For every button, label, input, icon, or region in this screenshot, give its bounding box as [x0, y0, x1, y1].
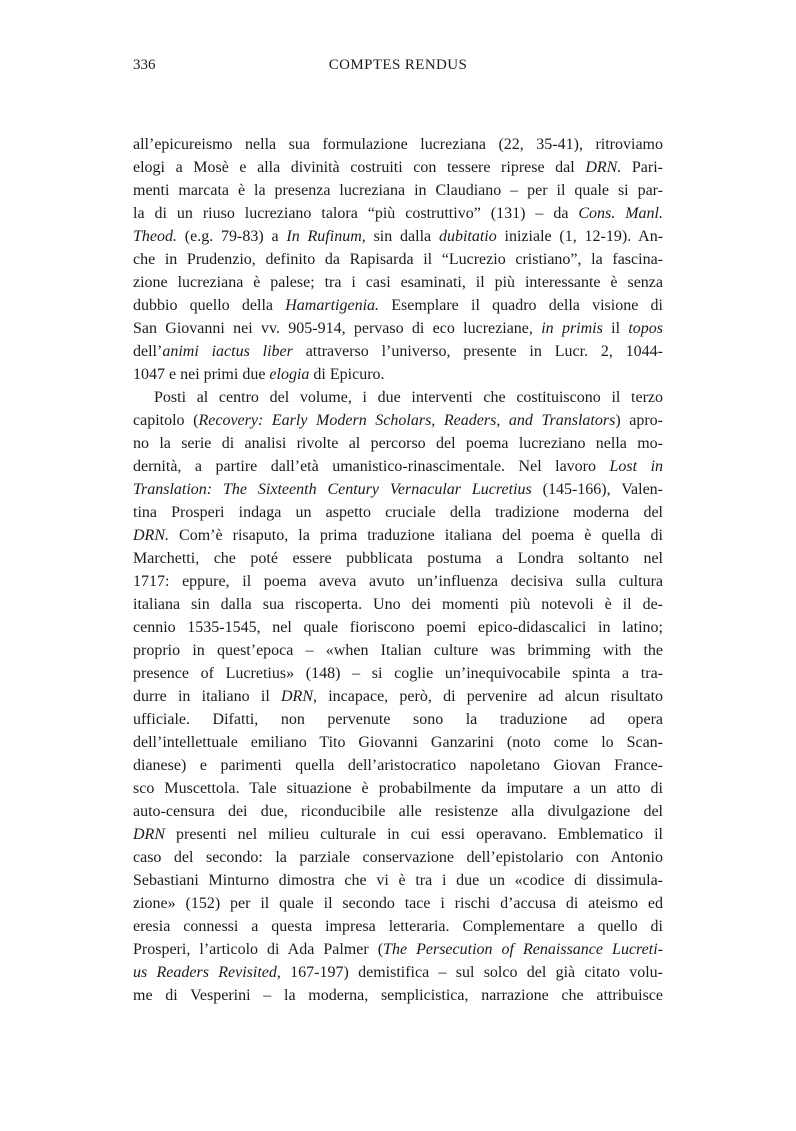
text-line	[133, 662, 663, 685]
text-segment: presenti nel milieu culturale in cui essi operavano. Emblematico il	[165, 826, 663, 843]
italic-text: Cons. Manl.	[578, 205, 663, 222]
text-line	[133, 432, 663, 455]
italic-text: DRN	[281, 688, 313, 705]
text-line	[133, 984, 663, 1007]
text-segment: Sebastiani Minturno dimostra che vi è tra i due un «codice di dissimula-	[133, 872, 663, 889]
text-segment: zione lucreziana è palese; tra i casi esaminati, il più interessante è senza	[133, 274, 663, 291]
text-line	[133, 363, 663, 386]
text-line	[133, 961, 663, 984]
italic-text: us Readers Revisited	[133, 964, 277, 981]
text-segment: proprio in quest’epoca – «when Italian culture was brimming with the	[133, 642, 663, 659]
italic-text: animi iactus liber	[162, 343, 293, 360]
running-head	[133, 55, 663, 75]
text-segment: 1717: eppure, il poema aveva avuto un’influenza decisiva sulla cultura	[133, 573, 663, 590]
text-segment: dubbio quello della	[133, 297, 286, 314]
text-segment: dernità, a partire dall’età umanistico-rinascimentale. Nel lavoro	[133, 458, 610, 475]
text-segment: , sin dalla	[361, 228, 439, 245]
italic-text: topos	[628, 320, 664, 337]
text-line	[133, 271, 663, 294]
text-segment: menti marcata è la presenza lucreziana in Claudiano – per il quale si par-	[133, 182, 663, 199]
italic-text: DRN	[133, 826, 165, 843]
text-segment: tina Prosperi indaga un aspetto cruciale della tradizione moderna del	[133, 504, 663, 521]
page-number: 336	[133, 57, 156, 73]
text-segment: cennio 1535-1545, nel quale fioriscono poemi epico-didascalici in latino;	[133, 619, 663, 636]
text-segment: (145-166), Valen-	[531, 481, 663, 498]
text-segment: no la serie di analisi rivolte al percorso del poema lucreziano nella mo-	[133, 435, 663, 452]
text-segment: me di Vesperini – la moderna, semplicistica, narrazione che attribuisce	[133, 987, 663, 1004]
italic-text: In Rufinum	[286, 228, 362, 245]
text-segment: ) apro-	[615, 412, 663, 429]
text-segment: all’epicureismo nella sua formulazione lucreziana (22, 35-41), ritroviamo	[133, 136, 663, 153]
text-line	[133, 524, 663, 547]
text-line	[133, 478, 663, 501]
text-line	[133, 708, 663, 731]
text-segment: 1047 e nei primi due	[133, 366, 270, 383]
text-line	[133, 639, 663, 662]
italic-text: in primis	[541, 320, 603, 337]
text-line	[133, 455, 663, 478]
text-segment: sco Muscettola. Tale situazione è probabilmente da imputare a un atto di	[133, 780, 663, 797]
italic-text: DRN.	[585, 159, 622, 176]
text-line	[133, 593, 663, 616]
paragraph	[133, 133, 663, 386]
text-line	[133, 248, 663, 271]
text-line	[133, 869, 663, 892]
text-segment: di Epicuro.	[309, 366, 385, 383]
text-segment: dell’intellettuale emiliano Tito Giovanni Ganzarini (noto come lo Scan-	[133, 734, 663, 751]
text-segment: che in Prudenzio, definito da Rapisarda il “Lucrezio cristiano”, la fascina-	[133, 251, 663, 268]
text-line	[133, 800, 663, 823]
text-line	[133, 754, 663, 777]
text-segment: auto-censura dei due, riconducibile alle resistenze alla divulgazione del	[133, 803, 663, 820]
italic-text: Translation: The Sixteenth Century Vernacular Lucretius	[133, 481, 532, 498]
text-segment: Prosperi, l’articolo di Ada Palmer (	[133, 941, 384, 958]
text-line	[133, 915, 663, 938]
text-segment: ufficiale. Difatti, non pervenute sono la traduzione ad opera	[133, 711, 663, 728]
text-segment: italiana sin dalla sua riscoperta. Uno dei momenti più notevoli è il de-	[133, 596, 663, 613]
text-line	[133, 179, 663, 202]
text-line	[133, 409, 663, 432]
text-segment: , 167-197) demistifica – sul solco del già citato volu-	[276, 964, 664, 981]
text-line	[133, 225, 663, 248]
text-line	[133, 616, 663, 639]
text-line	[133, 202, 663, 225]
text-segment: caso del secondo: la parziale conservazione dell’epistolario con Antonio	[133, 849, 663, 866]
text-line	[133, 570, 663, 593]
text-segment: presence of Lucretius» (148) – si coglie un’inequivocabile spinta a tra-	[133, 665, 663, 682]
text-line	[133, 823, 663, 846]
text-line	[133, 156, 663, 179]
italic-text: Theod.	[133, 228, 177, 245]
text-line	[133, 777, 663, 800]
italic-text: Recovery: Early Modern Scholars, Readers, and Translators	[198, 412, 616, 429]
text-segment: dell’	[133, 343, 163, 360]
text-segment: durre in italiano il	[133, 688, 281, 705]
text-segment: capitolo (	[133, 412, 199, 429]
text-line	[133, 294, 663, 317]
italic-text: Hamartigenia.	[285, 297, 380, 314]
text-line	[133, 386, 663, 409]
text-line	[133, 317, 663, 340]
text-line	[133, 133, 663, 156]
text-segment: Marchetti, che poté essere pubblicata postuma a Londra soltanto nel	[133, 550, 663, 567]
text-line	[133, 731, 663, 754]
text-segment: dianese) e parimenti quella dell’aristocratico napoletano Giovan France-	[133, 757, 663, 774]
italic-text: Lost in	[609, 458, 664, 475]
text-segment: elogi a Mosè e alla divinità costruiti con tessere riprese dal	[133, 159, 586, 176]
text-segment: (e.g. 79-83) a	[177, 228, 287, 245]
text-segment: , incapace, però, di pervenire ad alcun risultato	[313, 688, 664, 705]
text-segment: Posti al centro del volume, i due interventi che costituiscono il terzo	[154, 389, 663, 406]
text-line	[133, 501, 663, 524]
text-segment: zione» (152) per il quale il secondo tace i rischi d’accusa di ateismo ed	[133, 895, 663, 912]
italic-text: elogia	[269, 366, 310, 383]
text-segment: Esemplare il quadro della visione di	[379, 297, 664, 314]
text-segment: Com’è risaputo, la prima traduzione italiana del poema è quella di	[169, 527, 663, 544]
text-line	[133, 340, 663, 363]
italic-text: The Persecution of Renaissance Lucreti-	[383, 941, 664, 958]
text-segment: eresia connessi a questa impresa letteraria. Complementare a quello di	[133, 918, 663, 935]
text-line	[133, 547, 663, 570]
text-line	[133, 685, 663, 708]
text-segment: il	[602, 320, 629, 337]
running-title: COMPTES RENDUS	[328, 57, 468, 73]
text-segment: San Giovanni nei vv. 905-914, pervaso di eco lucreziane,	[133, 320, 542, 337]
text-block	[133, 133, 663, 1007]
text-line	[133, 846, 663, 869]
paragraph	[133, 386, 663, 1007]
italic-text: DRN.	[133, 527, 169, 544]
italic-text: dubitatio	[438, 228, 497, 245]
text-segment: Pari-	[621, 159, 663, 176]
text-segment: iniziale (1, 12-19). An-	[496, 228, 664, 245]
text-segment: attraverso l’universo, presente in Lucr. 2, 1044-	[292, 343, 663, 360]
text-line	[133, 938, 663, 961]
text-segment: la di un riuso lucreziano talora “più costruttivo” (131) – da	[133, 205, 579, 222]
text-line	[133, 892, 663, 915]
